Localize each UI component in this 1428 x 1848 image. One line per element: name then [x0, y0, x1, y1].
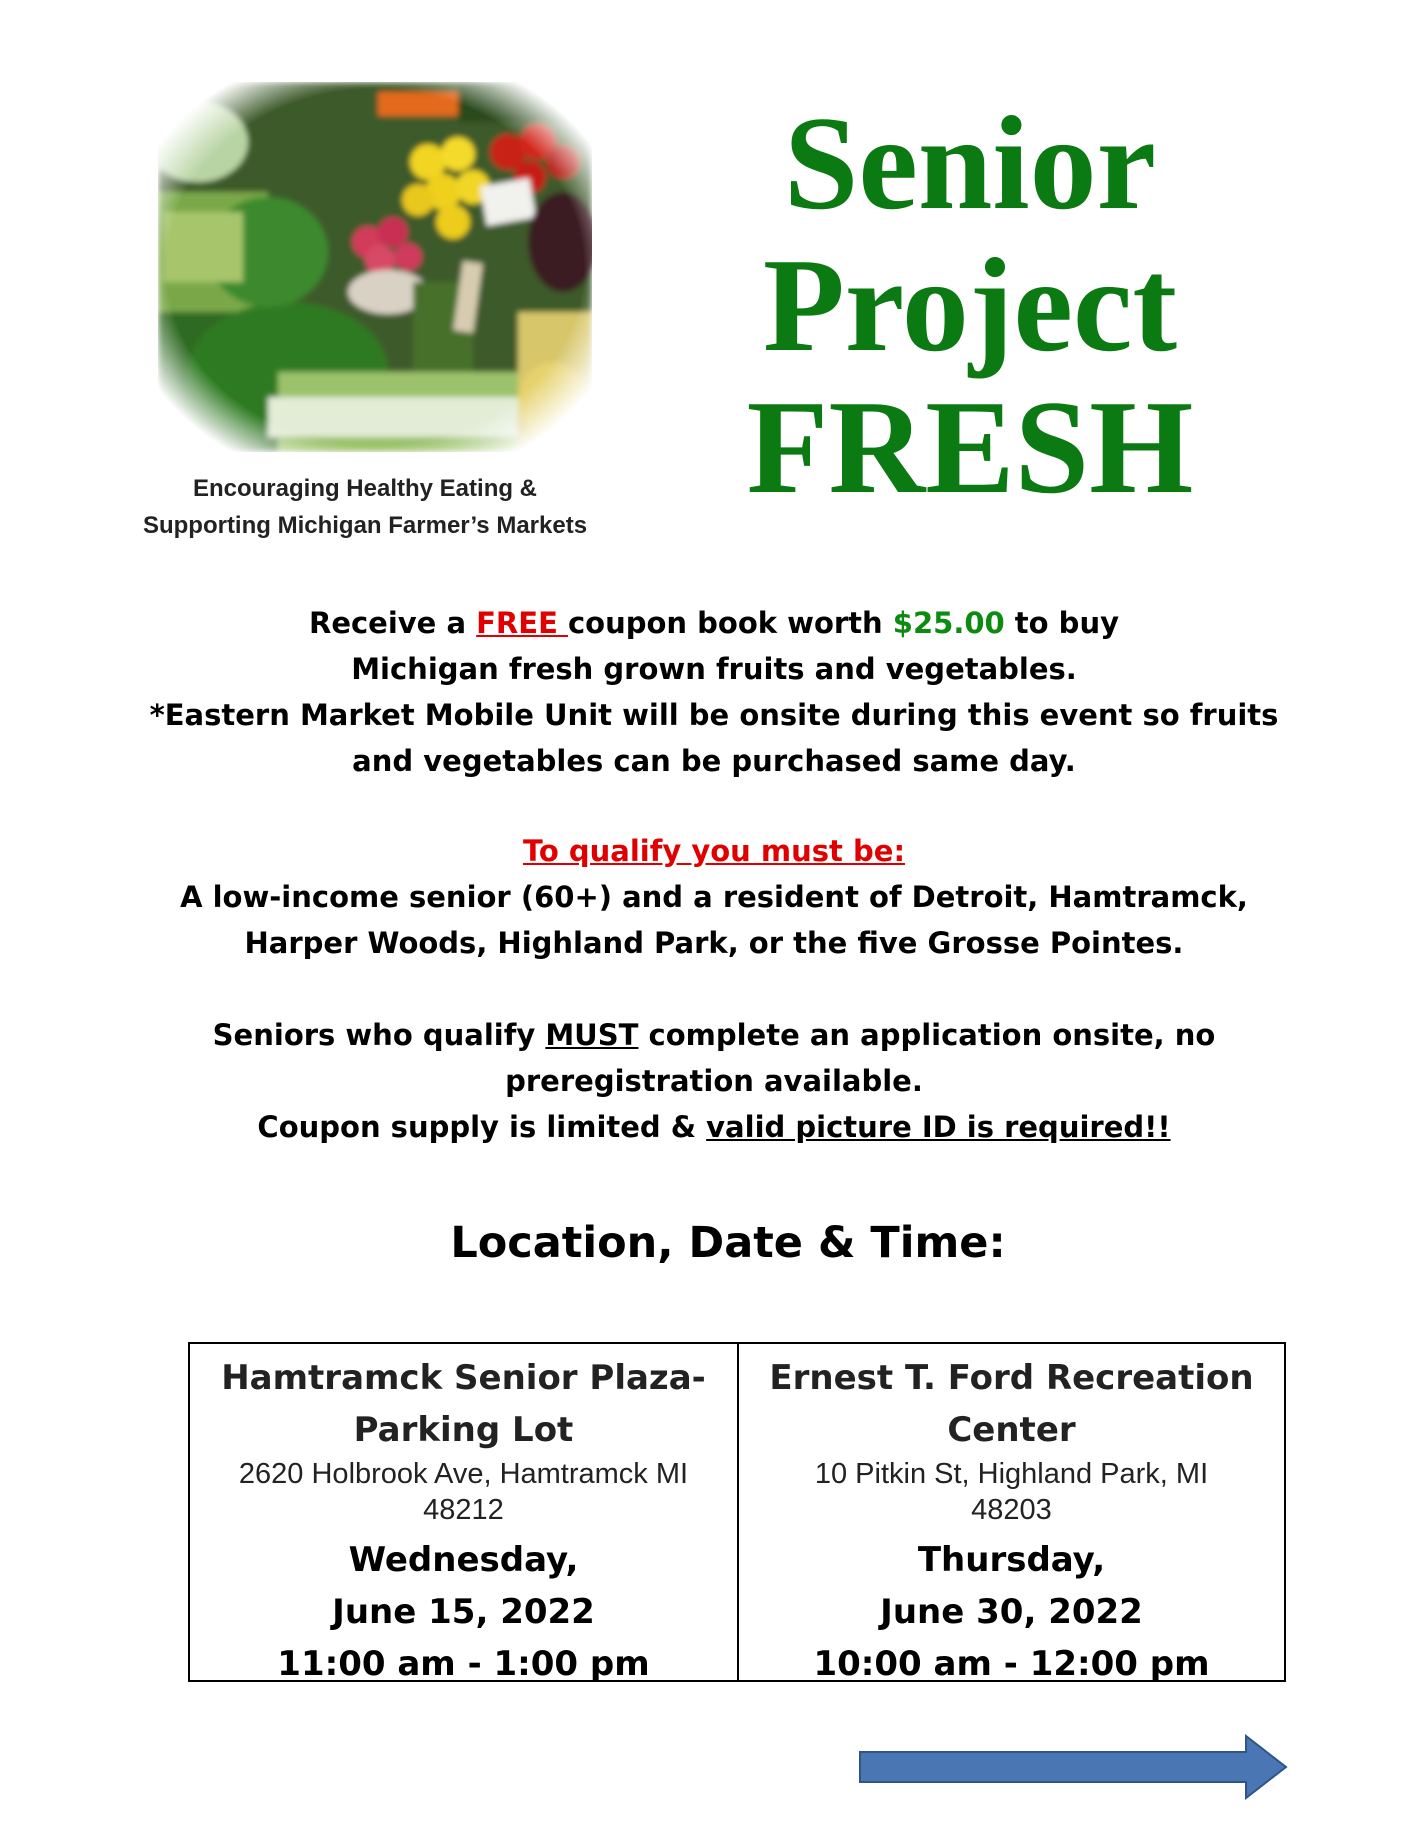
venue-address	[739, 1456, 1284, 1528]
event-day: Wednesday,	[348, 1540, 579, 1580]
title-line-1: Senior	[783, 89, 1157, 237]
intro-text: coupon book worth	[567, 606, 893, 640]
free-label: FREE	[476, 606, 568, 640]
rules-line-3	[60, 1104, 1368, 1150]
rules-text: complete an application onsite, no	[638, 1018, 1216, 1052]
event-time: 10:00 am - 12:00 pm	[813, 1644, 1210, 1684]
intro-line-3: *Eastern Market Mobile Unit will be onsite during this event so fruits	[149, 698, 1279, 732]
event-date: June 30, 2022	[880, 1592, 1143, 1632]
photo-caption	[100, 470, 630, 544]
venue-line-2: Center	[947, 1410, 1076, 1450]
qualify-heading: To qualify you must be:	[522, 834, 906, 868]
venue-line-1: Hamtramck Senior Plaza-	[221, 1358, 706, 1398]
event-cell	[190, 1344, 737, 1684]
id-required-label: valid picture ID is required!!	[706, 1110, 1171, 1144]
intro-paragraph	[60, 600, 1368, 784]
rules-text: Coupon supply is limited &	[257, 1110, 707, 1144]
event-day: Thursday,	[917, 1540, 1106, 1580]
venue-line-1: Ernest T. Ford Recreation	[769, 1358, 1254, 1398]
qualify-line-1: A low-income senior (60+) and a resident of Detroit, Hamtramck,	[180, 880, 1248, 914]
page-title	[700, 89, 1240, 521]
title-line-3: FRESH	[746, 373, 1194, 521]
event-date: June 15, 2022	[332, 1592, 595, 1632]
event-cell	[737, 1344, 1284, 1684]
address-line-1: 10 Pitkin St, Highland Park, MI	[814, 1458, 1209, 1490]
address-line-2: 48203	[971, 1494, 1052, 1526]
venue-address	[190, 1456, 737, 1528]
qualify-line-2: Harper Woods, Highland Park, or the five Grosse Pointes.	[244, 926, 1184, 960]
venue-name	[190, 1352, 737, 1456]
caption-line-1: Encouraging Healthy Eating &	[192, 475, 538, 502]
right-arrow-icon	[858, 1734, 1288, 1800]
event-when	[190, 1534, 737, 1690]
title-line-2: Project	[762, 231, 1178, 379]
location-heading-text: Location, Date & Time:	[450, 1218, 1006, 1268]
venue-line-2: Parking Lot	[353, 1410, 574, 1450]
must-label: MUST	[545, 1018, 639, 1052]
rules-line-2: preregistration available.	[505, 1064, 923, 1098]
produce-photo	[158, 82, 592, 452]
rules-section	[60, 1012, 1368, 1150]
event-when	[739, 1534, 1284, 1690]
coupon-amount: $25.00	[892, 606, 1005, 640]
rules-text: Seniors who qualify	[212, 1018, 546, 1052]
intro-line-2: Michigan fresh grown fruits and vegetables.	[351, 652, 1077, 686]
event-time: 11:00 am - 1:00 pm	[277, 1644, 650, 1684]
intro-line-4: and vegetables can be purchased same day.	[352, 744, 1076, 778]
caption-line-2: Supporting Michigan Farmer’s Markets	[142, 512, 588, 539]
venue-name	[739, 1352, 1284, 1456]
intro-text: Receive a	[308, 606, 477, 640]
rules-line-1	[60, 1012, 1368, 1058]
intro-text: to buy	[1004, 606, 1119, 640]
qualify-section	[60, 828, 1368, 966]
location-heading	[0, 1218, 1428, 1268]
intro-line-1	[60, 600, 1368, 646]
address-line-2: 48212	[423, 1494, 504, 1526]
address-line-1: 2620 Holbrook Ave, Hamtramck MI	[238, 1458, 689, 1490]
events-table	[188, 1342, 1286, 1682]
